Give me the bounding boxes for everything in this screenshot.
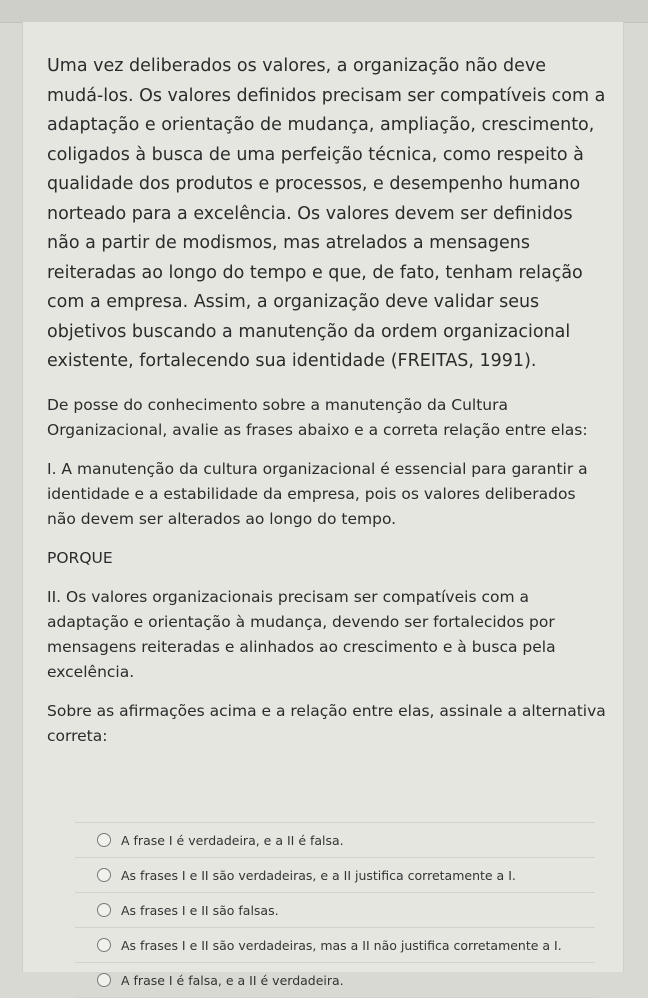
option-label: A frase I é verdadeira, e a II é falsa. [121, 832, 344, 848]
question-content [47, 52, 607, 749]
top-bar [0, 0, 648, 23]
option-e[interactable] [75, 962, 595, 998]
radio-button[interactable] [97, 833, 111, 847]
option-label: As frases I e II são verdadeiras, mas a II não justifica corretamente a I. [121, 937, 562, 953]
statement-two: II. Os valores organizacionais precisam ser compatíveis com a adaptação e orientação à mudança, devendo ser fortalecidos por mensagens reiteradas e alinhados ao crescimento e à busca pela excelência. [47, 587, 556, 681]
option-c[interactable] [75, 892, 595, 927]
option-label: A frase I é falsa, e a II é verdadeira. [121, 972, 344, 988]
radio-button[interactable] [97, 903, 111, 917]
option-d[interactable] [75, 927, 595, 962]
option-a[interactable] [75, 822, 595, 857]
radio-button[interactable] [97, 938, 111, 952]
connector-text: PORQUE [47, 548, 113, 567]
option-b[interactable] [75, 857, 595, 892]
instruction-text: Sobre as afirmações acima e a relação entre elas, assinale a alternativa correta: [47, 701, 606, 745]
passage-text: Uma vez deliberados os valores, a organização não deve mudá-los. Os valores definidos precisam ser compatíveis com a adaptação e orientação de mudança, ampliação, crescimento, coligados à busca de uma perfeição técnica, como respeito à qualidade dos produtos e processos, e desempenho humano norteado para a excelência. Os valores devem ser definidos não a partir de modismos, mas atrelados a mensagens reiteradas ao longo do tempo e que, de fato, tenham relação com a empresa. Assim, a organização deve validar seus objetivos buscando a manutenção da ordem organizacional existente, fortalecendo sua identidade (FREITAS, 1991). [47, 56, 606, 371]
option-label: As frases I e II são falsas. [121, 902, 279, 918]
radio-button[interactable] [97, 868, 111, 882]
statement-one: I. A manutenção da cultura organizacional é essencial para garantir a identidade e a estabilidade da empresa, pois os valores deliberados não devem ser alterados ao longo do tempo. [47, 459, 588, 528]
radio-button[interactable] [97, 973, 111, 987]
question-intro: De posse do conhecimento sobre a manutenção da Cultura Organizacional, avalie as frases abaixo e a correta relação entre elas: [47, 395, 588, 439]
question-card [22, 22, 624, 988]
option-label: As frases I e II são verdadeiras, e a II justifica corretamente a I. [121, 867, 516, 883]
